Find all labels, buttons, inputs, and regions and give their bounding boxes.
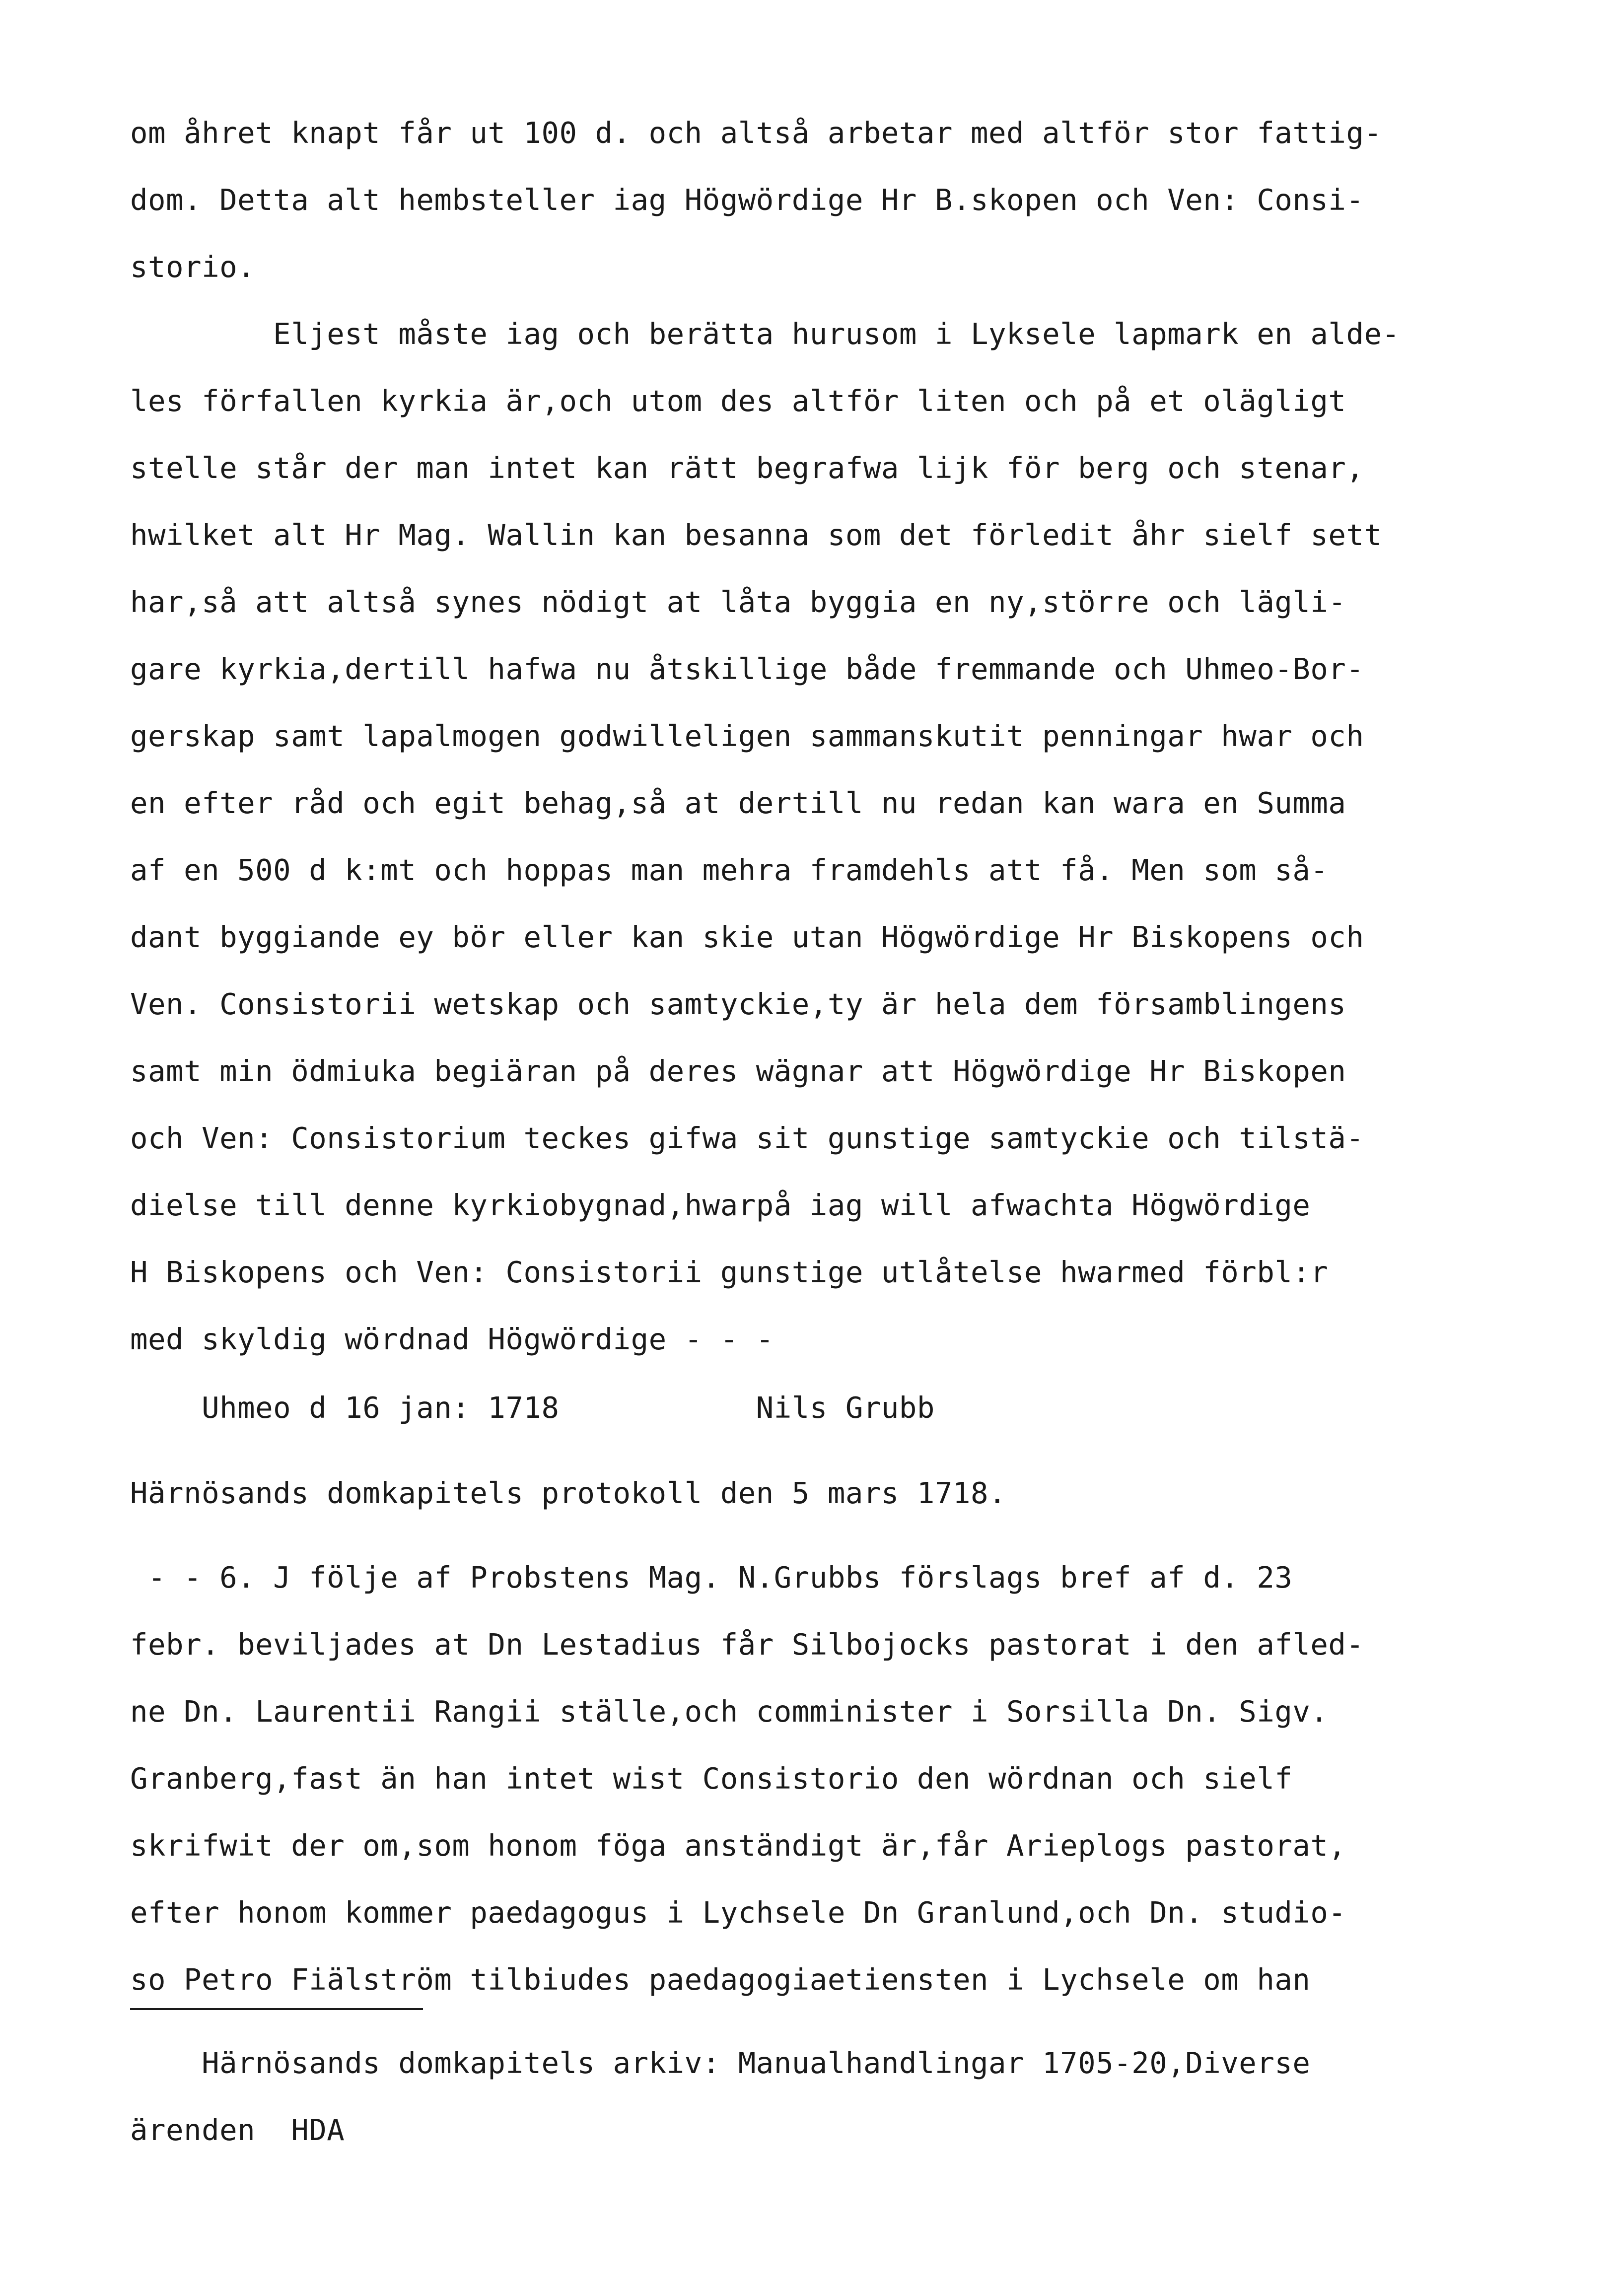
letter-line: dant byggiande ey bör eller kan skie utan Högwördige Hr Biskopens och <box>130 920 1364 954</box>
letter-line: har,så att altså synes nödigt at låta byggia en ny,större och lägli- <box>130 585 1346 619</box>
letter-line: storio. <box>130 250 256 284</box>
letter-line: om åhret knapt får ut 100 d. och altså arbetar med altför stor fattig- <box>130 116 1382 150</box>
protocol-line: so Petro Fiälström tilbiudes paedagogiaetiensten i Lychsele om han <box>130 1962 1311 1997</box>
letter-line: gare kyrkia,dertill hafwa nu åtskillige både fremmande och Uhmeo-Bor- <box>130 652 1364 686</box>
letter-line: Eljest måste iag och berätta hurusom i Lyksele lapmark en alde- <box>130 317 1400 351</box>
letter-line: dom. Detta alt hembsteller iag Högwördige Hr B.skopen och Ven: Consi- <box>130 183 1364 217</box>
letter-line: stelle står der man intet kan rätt begrafwa lijk för berg och stenar, <box>130 451 1364 485</box>
protocol-line: Granberg,fast än han intet wist Consistorio den wördnan och sielf <box>130 1761 1293 1796</box>
protocol-line: febr. beviljades at Dn Lestadius får Silbojocks pastorat i den afled- <box>130 1627 1364 1662</box>
letter-line: hwilket alt Hr Mag. Wallin kan besanna som det förledit åhr sielf sett <box>130 518 1382 552</box>
letter-line: les förfallen kyrkia är,och utom des altför liten och på et olägligt <box>130 384 1346 418</box>
letter-line: gerskap samt lapalmogen godwilleligen sammanskutit penningar hwar och <box>130 719 1364 753</box>
protocol-line: - - 6. J följe af Probstens Mag. N.Grubbs förslags bref af d. 23 <box>130 1560 1293 1595</box>
footnote-divider <box>130 2008 423 2010</box>
footnote-line: Härnösands domkapitels arkiv: Manualhandlingar 1705-20,Diverse <box>130 2046 1311 2080</box>
protocol-heading: Härnösands domkapitels protokoll den 5 mars 1718. <box>130 1476 1007 1510</box>
letter-line: Ven. Consistorii wetskap och samtyckie,ty är hela dem församblingens <box>130 987 1346 1021</box>
letter-line: en efter råd och egit behag,så at dertill nu redan kan wara en Summa <box>130 786 1346 820</box>
footnote-line: ärenden HDA <box>130 2113 345 2147</box>
letter-line: dielse till denne kyrkiobygnad,hwarpå iag will afwachta Högwördige <box>130 1188 1311 1222</box>
protocol-line: skrifwit der om,som honom föga anständigt är,får Arieplogs pastorat, <box>130 1828 1346 1863</box>
protocol-line: efter honom kommer paedagogus i Lychsele Dn Granlund,och Dn. studio- <box>130 1895 1346 1930</box>
letter-line: och Ven: Consistorium teckes gifwa sit gunstige samtyckie och tilstä- <box>130 1121 1364 1155</box>
letter-line: med skyldig wördnad Högwördige - - - <box>130 1322 774 1356</box>
letter-line: af en 500 d k:mt och hoppas man mehra framdehls att få. Men som så- <box>130 853 1329 887</box>
protocol-line: ne Dn. Laurentii Rangii ställe,och comminister i Sorsilla Dn. Sigv. <box>130 1694 1329 1729</box>
letter-signoff: Uhmeo d 16 jan: 1718 Nils Grubb <box>130 1391 935 1425</box>
letter-line: samt min ödmiuka begiäran på deres wägnar att Högwördige Hr Biskopen <box>130 1054 1346 1088</box>
letter-line: H Biskopens och Ven: Consistorii gunstige utlåtelse hwarmed förbl:r <box>130 1255 1329 1289</box>
